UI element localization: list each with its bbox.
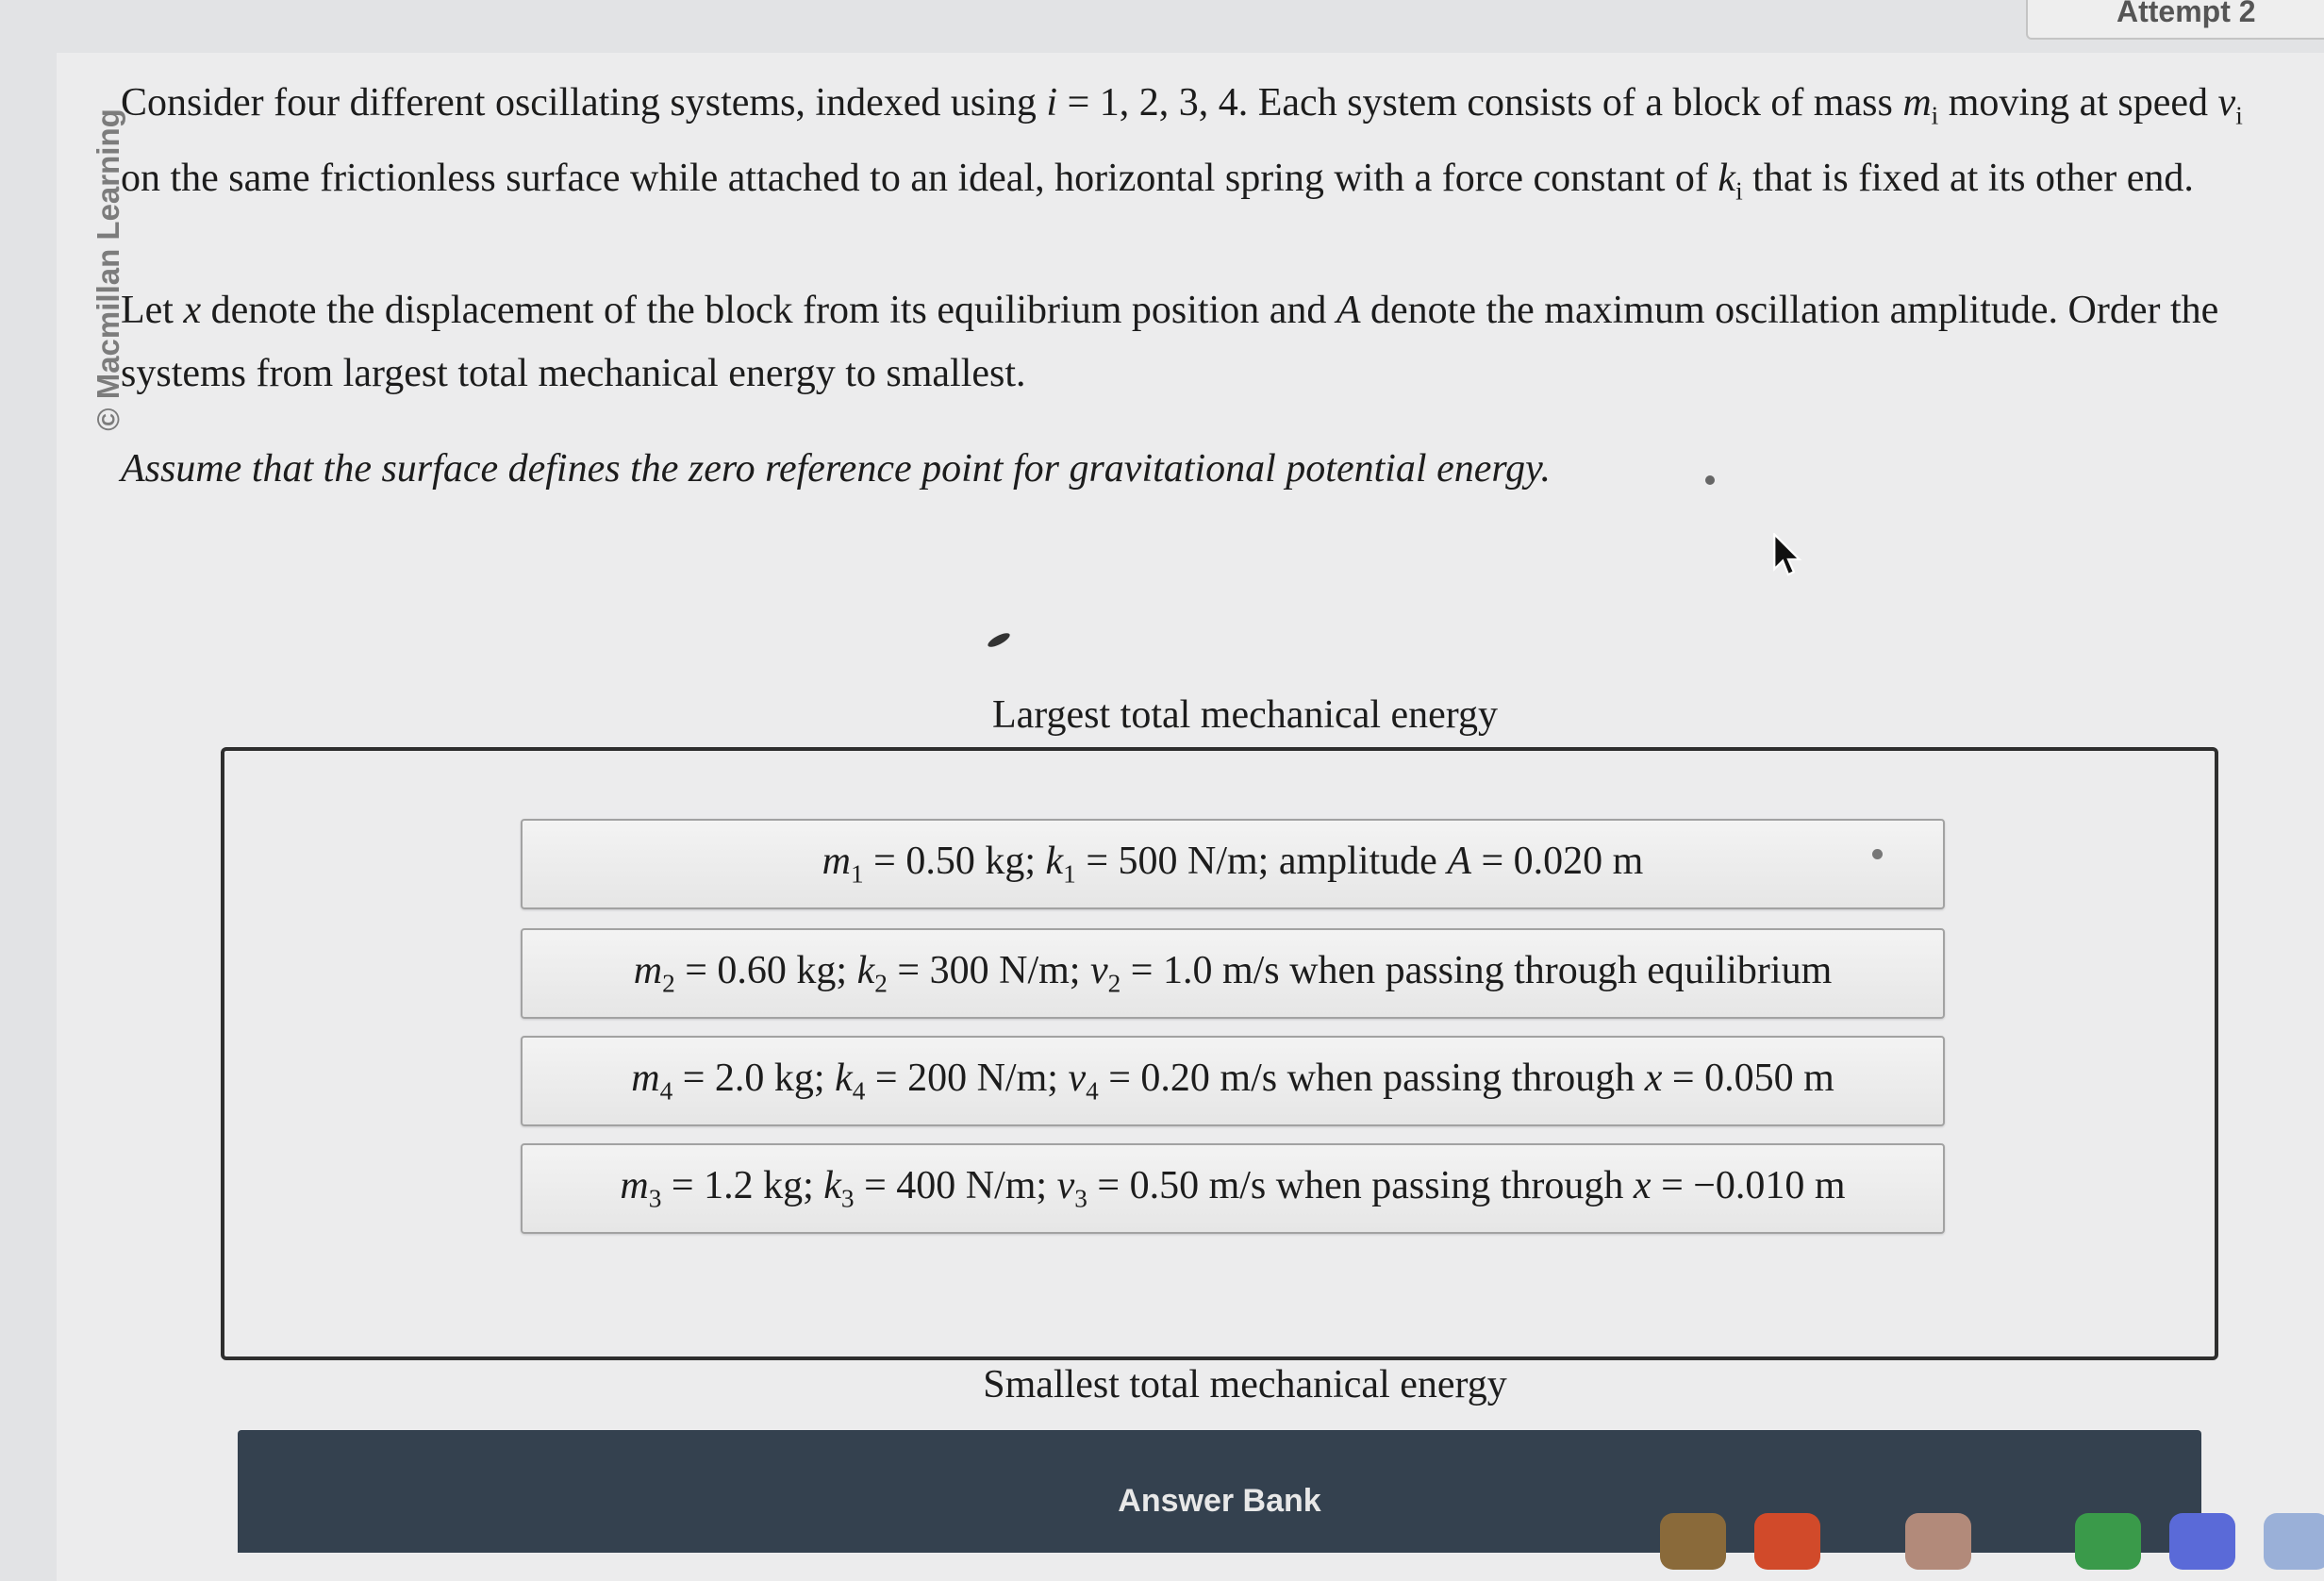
ranking-item-system-2[interactable] [521,928,1945,1019]
attempt-tab[interactable] [2026,0,2324,40]
smallest-energy-label: Smallest total mechanical energy [983,1363,1507,1406]
os-dock [1509,1513,2324,1551]
watermark-text: © Macmillan Learning [91,108,125,431]
largest-energy-label: Largest total mechanical energy [991,693,1499,737]
ranking-item-text: $m_4 = 2.0$ kg; $k_4 = 200$ N/m; $v_4 = 0.20$ m/s when passing through x = 0.050 m [631,1057,1834,1106]
ranking-item-text: $m_2 = 0.60$ kg; $k_2 = 300$ N/m; $v_2 = 1.0$ m/s when passing through equilibrium [633,949,1833,998]
ranking-item-system-1[interactable] [521,819,1945,909]
question-paragraph-2: Let x denote the displacement of the block from its equilibrium position and A denote the maximum oscillation amplitude. Order the systems from largest total mechanical energy to smallest. [121,289,2219,395]
attempt-label: Attempt 2 [2116,0,2256,28]
dock-app-icon[interactable] [1754,1513,1820,1570]
ranking-item-text: $m_1 = 0.50$ kg; $k_1 = 500$ N/m; amplitude A = 0.020 m [822,840,1644,889]
question-paragraph-1: Consider four different oscillating systems, indexed using i = 1, 2, 3, 4. Each system consists of a block of mass $m_i$ moving at speed $v_i$ on the same frictionless surface while attached to an ideal, horizontal spring with a force constant of $k_i$ that is fixed at its other end. [121,81,2243,206]
question-assumption: Assume that the surface defines the zero reference point for gravitational potential energy. [121,447,1551,491]
card-dot-marker [1872,849,1883,859]
ranking-item-system-3[interactable] [521,1143,1945,1234]
dock-app-icon[interactable] [1660,1513,1726,1570]
mouse-cursor-icon [1771,533,1805,580]
dock-app-icon[interactable] [2075,1513,2141,1570]
stray-mark [1705,475,1715,485]
answer-bank-label: Answer Bank [1118,1483,1321,1519]
ranking-item-system-4[interactable] [521,1036,1945,1126]
copyright-watermark [92,89,124,451]
dock-app-icon[interactable] [1905,1513,1971,1570]
ranking-item-text: $m_3 = 1.2$ kg; $k_3 = 400$ N/m; $v_3 = 0.50$ m/s when passing through x = −0.010 m [620,1164,1846,1213]
dock-app-icon[interactable] [2169,1513,2235,1570]
dock-app-icon[interactable] [2264,1513,2324,1570]
